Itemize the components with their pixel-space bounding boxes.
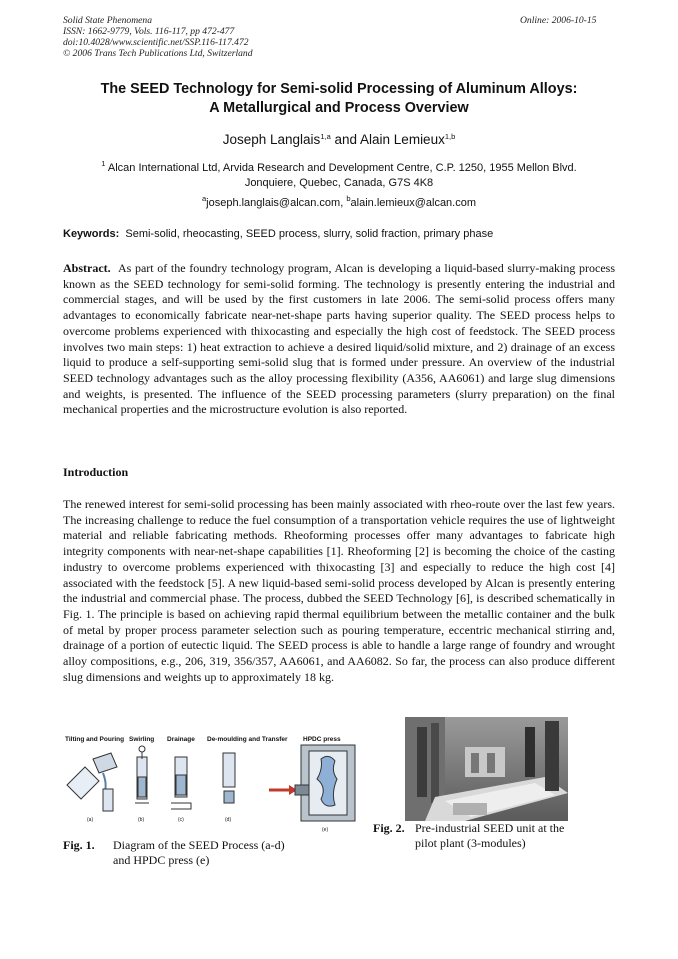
tag-d: (d) xyxy=(225,817,232,823)
tag-c: (c) xyxy=(178,817,184,823)
author-1: Joseph Langlais xyxy=(222,132,321,147)
introduction-heading: Introduction xyxy=(63,465,129,479)
tag-a: (a) xyxy=(87,817,94,823)
figure-2-caption-line-1: Pre-industrial SEED unit at the xyxy=(415,821,565,835)
email-line xyxy=(63,191,615,211)
email-a[interactable]: joseph.langlais@alcan.com xyxy=(206,197,341,209)
title-line-2: A Metallurgical and Process Overview xyxy=(209,100,469,116)
affiliation-marker: 1 xyxy=(101,159,106,168)
step-a-label: Tilting and Pouring xyxy=(65,736,125,743)
author-2: Alain Lemieux xyxy=(360,132,445,147)
introduction-text: The renewed interest for semi-solid processing has been mainly associated with rheo-route over the last few years. The increasing challenge to reduce the fuel consumption of a transportation vehicle requires the use of lightweight material and reliable fabricating methods. Rheoforming processes offer many advantages to fabricate high integrity components with near-net-shape capabilities [1]. Rheoforming [2] is becoming the choice of the casting industry to overcome problems experienced with thixocasting [3] and especially to reduce the high cost [4] associated with the feedstock [5]. A new liquid-based semi-solid process developed by Alcan is presently entering the industrial and commercial phase. The process, dubbed the SEED Technology [6], is described schematically in Fig. 1. The principle is based on achieving rapid thermal equilibrium between the metallic container and the bulk of metal by proper process parameter selection such as pouring temperature, eccentric mechanical stirring and, drainage of a portion of eutectic liquid. The SEED process is able to handle a large range of foundry and wrought alloy compositions, e.g., 206, 319, 356/357, AA6061, and AA6082. So far, the process can also produce different slug dimensions and weights up to approximately 18 kg. xyxy=(63,497,615,684)
doi-line[interactable]: doi:10.4028/www.scientific.net/SSP.116-117.472 xyxy=(63,37,249,48)
figure-1-caption-line-2: and HPDC press (e) xyxy=(113,853,210,867)
author-1-affil: 1,a xyxy=(320,132,331,141)
figure-2-caption xyxy=(373,821,623,851)
step-e-label: HPDC press xyxy=(303,736,341,743)
email-b[interactable]: alain.lemieux@alcan.com xyxy=(350,197,477,209)
figure-2-caption-line-2: pilot plant (3-modules) xyxy=(415,836,526,850)
hpdc-press-sketch xyxy=(295,745,355,821)
demoulding-sketch xyxy=(223,753,235,803)
figure-1-caption-line-1: Diagram of the SEED Process (a-d) xyxy=(113,838,285,852)
tag-b: (b) xyxy=(138,817,145,823)
abstract xyxy=(63,261,615,418)
seed-unit-photo xyxy=(405,717,568,821)
tag-e: (e) xyxy=(322,827,329,833)
copyright-line: © 2006 Trans Tech Publications Ltd, Switzerland xyxy=(63,48,253,59)
running-header xyxy=(63,15,253,59)
keywords xyxy=(63,227,615,242)
paper-title xyxy=(63,80,615,118)
step-d-label: De-moulding and Transfer xyxy=(207,736,288,743)
abstract-label: Abstract. xyxy=(63,261,111,275)
journal-name: Solid State Phenomena xyxy=(63,15,152,26)
keywords-text: Semi-solid, rheocasting, SEED process, slurry, solid fraction, primary phase xyxy=(125,228,494,240)
transfer-arrow-icon xyxy=(269,785,297,795)
figure-1-caption xyxy=(63,838,363,868)
issn-line[interactable]: ISSN: 1662-9779, Vols. 116-117, pp 472-477 xyxy=(63,26,235,37)
affiliation-line-1: Alcan International Ltd, Arvida Research and Development Centre, C.P. 1250, 1955 Mellon Blvd. xyxy=(105,162,577,174)
author-list xyxy=(63,128,615,149)
step-b-label: Swirling xyxy=(129,736,155,743)
affiliation-line-2: Jonquiere, Quebec, Canada, G7S 4K8 xyxy=(244,177,434,189)
tilting-pouring-sketch xyxy=(67,753,117,811)
step-c-label: Drainage xyxy=(167,736,195,743)
author-2-affil: 1,b xyxy=(444,132,456,141)
seed-process-diagram xyxy=(63,733,358,833)
email-separator: , xyxy=(340,197,347,209)
author-conjunction: and xyxy=(330,132,361,147)
email-a-marker: a xyxy=(201,194,207,203)
drainage-sketch xyxy=(171,757,191,809)
abstract-text: As part of the foundry technology program, Alcan is developing a liquid-based slurry-making process known as the SEED technology for semi-solid forming. The technology is presently entering the industrial and commercial stages, and will be used by the first customers in late 2006. The semi-solid process offers many advantages to economically fabricate near-net-shape parts having superior quality. The SEED process helps to overcome problems experienced with thixocasting and especially the high cost of feedstock. The SEED process involves two main steps: 1) heat extraction to achieve a desired liquid/solid mixture, and 2) drainage of an excess liquid to produce a self-supporting semi-solid slug that is formed under pressure. An overview of the industrial SEED technology advantages such as the alloy processing flexibility (A356, AA6061) and large slug dimensions and weights, is presented. The influence of the SEED processing parameters (slurry preparation) on the final mechanical properties and the microstructure evolution is also reported. xyxy=(63,261,615,417)
affiliation xyxy=(63,156,615,191)
swirling-sketch xyxy=(135,746,149,803)
email-b-marker: b xyxy=(346,194,351,203)
keywords-label: Keywords: xyxy=(63,228,120,240)
figure-2-label: Fig. 2. xyxy=(373,821,405,835)
title-line-1: The SEED Technology for Semi-solid Processing of Aluminum Alloys: xyxy=(100,81,578,97)
online-date: Online: 2006-10-15 xyxy=(520,15,597,26)
figure-1-label: Fig. 1. xyxy=(63,838,95,852)
